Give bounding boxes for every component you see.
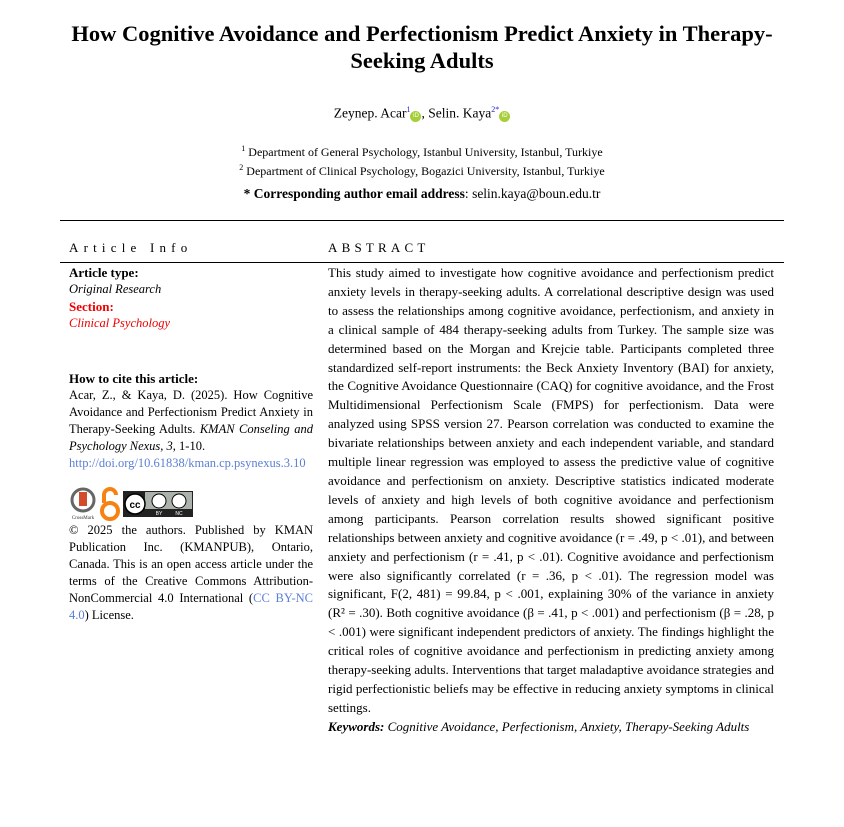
orcid-icon[interactable]: iD (410, 111, 421, 122)
abstract (328, 264, 774, 737)
doi-link[interactable]: http://doi.org/10.61838/kman.cp.psynexus.3.10 (69, 456, 306, 470)
citation: Acar, Z., & Kaya, D. (2025). How Cognitive Avoidance and Perfectionism Predict Anxiety in Therapy-Seeking Adults. KMAN Conseling and Psychology Nexus, 3, 1-10. (69, 388, 313, 453)
abstract-heading: ABSTRACT (328, 240, 430, 255)
keywords: Keywords: Cognitive Avoidance, Perfectionism, Anxiety, Therapy-Seeking Adults (328, 718, 750, 734)
divider (60, 220, 784, 221)
article-type: Original Research (69, 282, 162, 296)
paper-title: How Cognitive Avoidance and Perfectionism Predict Anxiety in Therapy-Seeking Adults (71, 21, 773, 73)
divider (60, 262, 784, 263)
author-name: Selin. Kaya (428, 105, 492, 121)
license-text: © 2025 the authors. Published by KMAN Publication Inc. (KMANPUB), Ontario, Canada. This is an open access article under the terms of the Creative Commons Attribution-NonCommercial 4.0 International (CC BY-NC 4.0) License. (69, 523, 314, 622)
license-link[interactable]: CC BY-NC 4.0 (69, 591, 314, 622)
article-info-heading: Article Info (69, 240, 193, 255)
email: selin.kaya@boun.edu.tr (472, 186, 601, 201)
corresponding-author: * Corresponding author email address: selin.kaya@boun.edu.tr (243, 186, 601, 201)
authors: Zeynep. Acar$^1$iD , Selin. Kaya$^{2*}$iD (0, 105, 844, 122)
open-access-icon (99, 486, 121, 522)
svg-text:BY: BY (155, 511, 163, 517)
svg-text:cc: cc (129, 500, 141, 511)
abstract-text: This study aimed to investigate how cognitive avoidance and perfectionism predict anxiety levels in therapy-seeking adults. A correlational descriptive design was used to assess the relationships among cognitive avoidance, perfectionism, and anxiety in a clinical sample of 484 therapy-seeking adults from Turkey. The sample size was determined based on the Morgan and Krejcie table. Participants completed three standardized self-report instruments: the Beck Anxiety Inventory (BAI) for anxiety, the Cognitive Avoidance Questionnaire (CAQ) for cognitive avoidance, and the Frost Multidimensional Perfectionism Scale (FMPS) for perfectionism. Data were analyzed using SPSS version 27. Pearson correlation was conducted to examine the bivariate relationships between anxiety and each independent variable, and standard multiple linear regression was employed to assess the predictive value of cognitive avoidance and perfectionism on anxiety. Descriptive statistics indicated moderate levels of anxiety and high levels of both cognitive avoidance and perfectionism among participants. Pearson correlation results showed significant positive relationships between anxiety and cognitive avoidance (r = .49, p < .01), and between anxiety and perfectionism (r = .41, p < .01). Cognitive avoidance and perfectionism were also significantly correlated (r = .36, p < .01). The regression model was significant, F(2, 481) = 99.84, p < .001, explaining 30% of the variance in anxiety (R² = .30). Both cognitive avoidance (β = .41, p < .001) and perfectionism (β = .28, p < .001) were significant independent predictors of anxiety. The findings highlight the critical roles of cognitive avoidance and perfectionism in predicting anxiety among therapy-seeking adults. Interventions that target maladaptive avoidance strategies and rigid perfectionistic beliefs may be effective in reducing anxiety symptoms in clinical settings. (328, 265, 774, 715)
svg-text:CrossMark: CrossMark (71, 516, 95, 521)
article-section: Clinical Psychology (69, 316, 171, 330)
orcid-icon[interactable]: iD (499, 111, 510, 122)
crossmark-icon[interactable] (69, 487, 97, 521)
affiliations: $^1$ Department of General Psychology, Istanbul University, Istanbul, Turkiye $^2$ Department of Clinical Psychology, Bogazici University, Istanbul, Turkiye (239, 144, 605, 178)
author-name: Zeynep. Acar (333, 105, 407, 121)
article-info: Article type: Original Research Section: Clinical Psychology How to cite this article: Acar, Z., & Kaya, D. (2025). How Cognitive Avoidance and Perfectionism Predict Anxiety in Therapy-Seeking Adults. KMAN Conseling and Psychology Nexus, 3, 1-10. http://doi.org/10.61838/kman.cp.psynexus.3.10 CrossMark cc BY NC © 2025 the authors. Published by KMAN Publication Inc. (KMANPUB), Ontario, Canada. This is an open access article under the terms of the Creative Commons Attribution-NonCommercial 4.0 International (CC BY-NC 4.0) License. (69, 265, 314, 622)
logos (69, 486, 313, 522)
cc-by-nc-license-icon[interactable] (123, 491, 193, 517)
svg-text:NC: NC (175, 511, 183, 517)
